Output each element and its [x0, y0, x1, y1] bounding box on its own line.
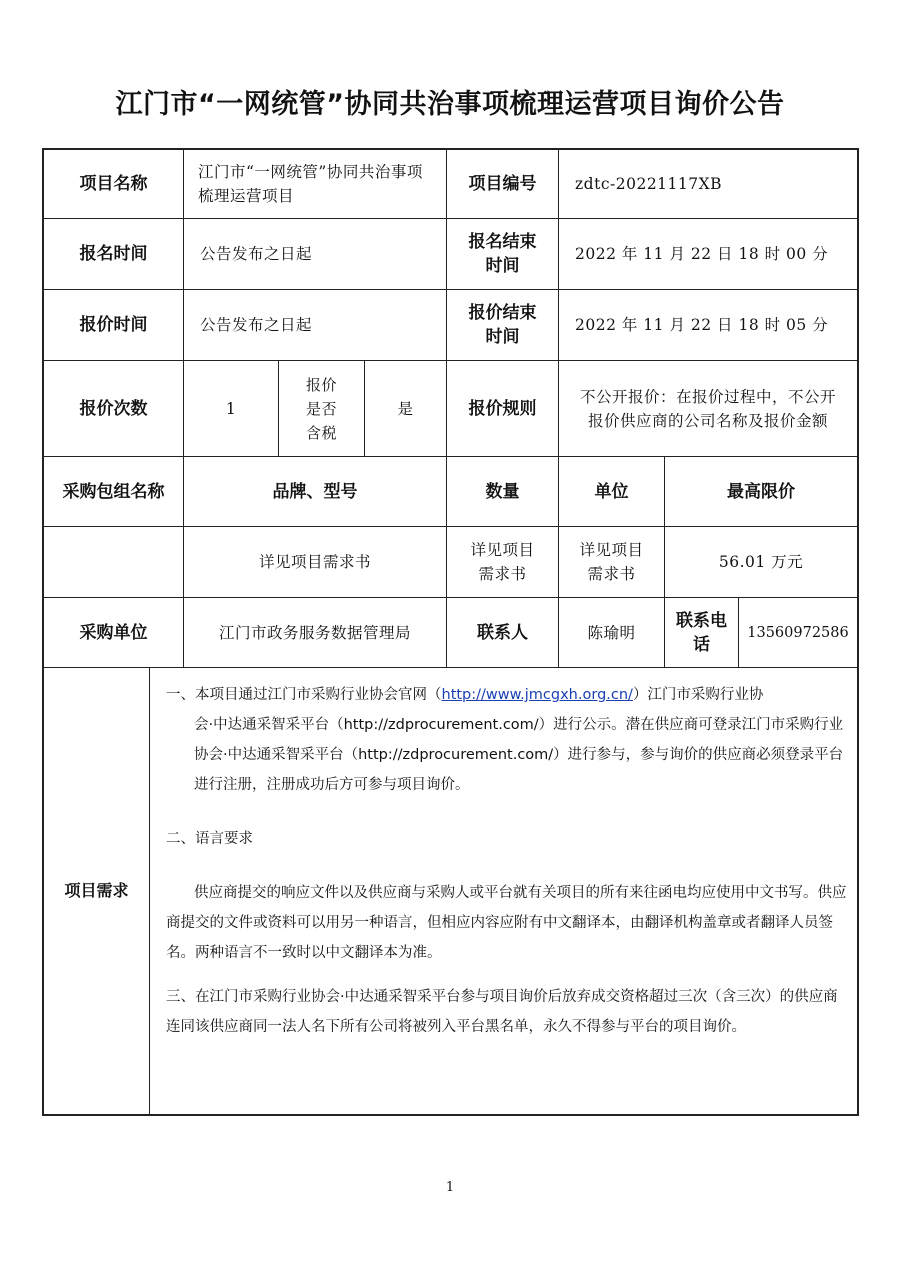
quote-time-value: 公告发布之日起	[200, 316, 313, 334]
signup-end-value: 2022 年 11 月 22 日 18 时 00 分	[575, 245, 829, 263]
requirement-text: 会·中达通采智采平台（http://zdprocurement.com/）进行公示。潜在供应商可登录江门市采购行业协会·中达通采智采平台（http://zdprocurement.com/）进行参与，参与询价的供应商必须登录平台进行注册，注册成功后方可参与项目询价。	[194, 717, 844, 793]
quantity-label: 数量	[485, 481, 520, 502]
unit-value: 详见项目需求书	[579, 541, 644, 583]
brand-label: 品牌、型号	[272, 481, 358, 502]
requirement-text: ）江门市采购行业协	[632, 687, 764, 703]
quote-time-label: 报价时间	[79, 315, 148, 335]
buyer-label: 采购单位	[79, 622, 148, 643]
phone-value: 13560972586	[747, 624, 849, 641]
max-price-label: 最高限价	[727, 481, 795, 502]
requirement-text: 一、本项目通过江门市采购行业协会官网（	[166, 687, 442, 703]
quote-count-value: 1	[225, 399, 237, 418]
quote-end-label: 报价结束时间	[468, 303, 537, 347]
quantity-value: 详见项目需求书	[470, 541, 535, 583]
requirement-paragraph-3: 供应商提交的响应文件以及供应商与采购人或平台就有关项目的所有来往函电均应使用中文书写。供应商提交的文件或资料可以用另一种语言，但相应内容应附有中文翻译本，由翻译机构盖章或者翻译人员签名。两种语言不一致时以中文翻译本为准。	[166, 885, 847, 961]
association-website-link[interactable]: http://www.jmcgxh.org.cn/	[441, 687, 633, 703]
project-no-value: zdtc-20221117XB	[575, 175, 723, 193]
tax-value: 是	[397, 399, 414, 418]
signup-time-value: 公告发布之日起	[200, 245, 313, 263]
requirement-paragraph-4: 三、在江门市采购行业协会·中达通采智采平台参与项目询价后放弃成交资格超过三次（含三次）的供应商连同该供应商同一法人名下所有公司将被列入平台黑名单，永久不得参与平台的项目询价。	[166, 989, 838, 1035]
phone-label: 联系电话	[676, 610, 727, 655]
buyer-value: 江门市政务服务数据管理局	[218, 623, 411, 642]
project-no-label: 项目编号	[468, 174, 537, 194]
document-title: 江门市“一网统管”协同共治事项梳理运营项目询价公告	[115, 89, 785, 120]
quote-rule-value: 不公开报价：在报价过程中，不公开报价供应商的公司名称及报价金额	[579, 387, 836, 430]
requirement-paragraph-1	[160, 680, 850, 800]
project-name-value: 江门市“一网统管”协同共治事项梳理运营项目	[198, 163, 423, 205]
page-number: 1	[445, 1180, 455, 1195]
quote-end-value: 2022 年 11 月 22 日 18 时 05 分	[575, 316, 829, 334]
quote-rule-label: 报价规则	[468, 398, 537, 419]
brand-value: 详见项目需求书	[258, 553, 371, 571]
unit-label: 单位	[594, 481, 629, 502]
quote-count-label: 报价次数	[79, 398, 148, 419]
contact-value: 陈瑜明	[587, 623, 636, 642]
tax-label: 报价是否含税	[305, 375, 337, 442]
package-label: 采购包组名称	[62, 481, 165, 502]
language-heading: 二、语言要求	[166, 831, 253, 847]
requirements-body	[160, 680, 850, 1042]
signup-end-label: 报名结束时间	[468, 232, 537, 276]
contact-label: 联系人	[477, 622, 528, 643]
project-name-label: 项目名称	[79, 174, 148, 194]
max-price-value: 56.01 万元	[718, 553, 804, 571]
signup-time-label: 报名时间	[79, 244, 148, 264]
requirements-label: 项目需求	[64, 881, 129, 900]
